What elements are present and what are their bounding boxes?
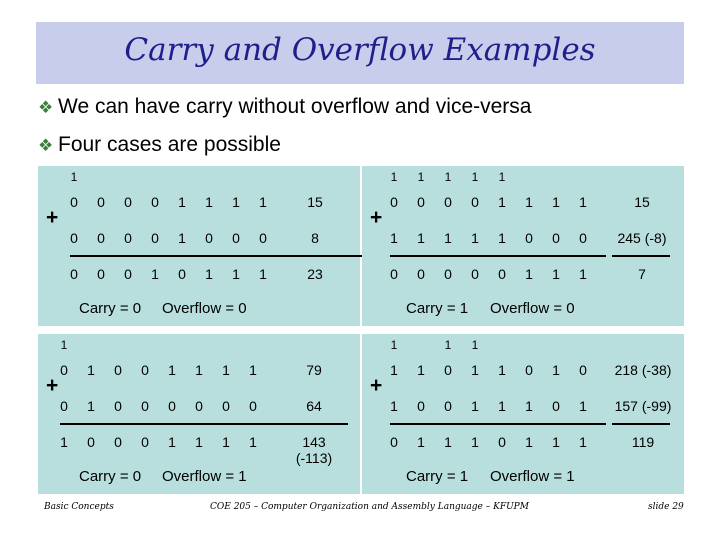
carry-bit: 1 [417,170,425,184]
bit-cell: 0 [525,362,533,378]
bit-cell: 0 [417,398,425,414]
bit-cell: 1 [579,194,587,210]
bit-cell: 0 [124,266,132,282]
plus-sign: + [46,374,59,397]
bit-cell: 0 [390,434,398,450]
bit-cell: 1 [222,434,230,450]
bit-cell: 1 [471,398,479,414]
bit-cell: 1 [471,434,479,450]
bit-cell: 1 [232,194,240,210]
bit-cell: 0 [417,266,425,282]
footer-right: slide 29 [648,502,684,512]
bullet-1 [38,95,531,119]
carry-bit: 1 [390,170,398,184]
bit-cell: 1 [151,266,159,282]
bit-cell: 1 [552,434,560,450]
sum-line [390,423,606,425]
carry-bit: 1 [444,338,452,352]
bit-cell: 0 [114,398,122,414]
bit-cell: 1 [444,230,452,246]
row-value: 23 [307,266,323,282]
bit-cell: 1 [552,362,560,378]
row-value: 119 [631,434,655,450]
bit-cell: 1 [60,434,68,450]
row-value: 64 [306,398,322,414]
bit-cell: 0 [141,362,149,378]
bit-cell: 0 [151,230,159,246]
bit-cell: 0 [70,266,78,282]
bit-cell: 0 [114,362,122,378]
footer-center: COE 205 – Computer Organization and Assembly Language – KFUPM [210,502,529,512]
bit-cell: 1 [178,194,186,210]
bit-cell: 1 [249,434,257,450]
bit-cell: 0 [579,362,587,378]
carry-bit: 1 [444,170,452,184]
row-value: 8 [311,230,319,246]
bit-cell: 0 [141,398,149,414]
bit-cell: 1 [417,434,425,450]
bit-cell: 1 [498,362,506,378]
bit-cell: 0 [444,398,452,414]
row-value: 15 [307,194,323,210]
carry-bit: 1 [471,170,479,184]
bit-cell: 0 [178,266,186,282]
overflow-label: Overflow = 0 [490,300,575,317]
carry-label: Carry = 0 [79,468,142,485]
overflow-label: Overflow = 1 [490,468,575,485]
bit-cell: 1 [552,194,560,210]
bit-cell: 0 [222,398,230,414]
bit-cell: 0 [249,398,257,414]
bit-cell: 1 [205,194,213,210]
row-value: 157 (-99) [614,398,672,414]
bit-cell: 0 [70,194,78,210]
bit-cell: 1 [525,266,533,282]
bit-cell: 0 [97,230,105,246]
plus-sign: + [46,206,59,229]
bit-cell: 1 [471,362,479,378]
row-value: 79 [306,362,322,378]
carry-bit: 1 [60,338,68,352]
bit-cell: 1 [259,194,267,210]
bullet-2 [38,133,281,157]
plus-sign: + [370,374,383,397]
bit-cell: 0 [195,398,203,414]
bit-cell: 1 [579,434,587,450]
bit-cell: 1 [178,230,186,246]
row-value: 143 (-113) [295,434,333,466]
bit-cell: 0 [97,194,105,210]
bit-cell: 1 [417,230,425,246]
carry-bit: 1 [471,338,479,352]
row-value: 245 (-8) [617,230,667,246]
bit-cell: 0 [205,230,213,246]
bit-cell: 0 [498,266,506,282]
row-value: 7 [638,266,646,282]
overflow-label: Overflow = 1 [162,468,247,485]
sum-line [290,255,342,257]
bit-cell: 1 [498,398,506,414]
bit-cell: 0 [124,194,132,210]
carry-label: Carry = 1 [406,468,469,485]
bit-cell: 1 [417,362,425,378]
bit-cell: 1 [87,398,95,414]
bit-cell: 1 [195,434,203,450]
title-bar [36,22,684,84]
sum-line [390,255,606,257]
bit-cell: 1 [390,362,398,378]
bit-cell: 1 [87,362,95,378]
bit-cell: 1 [444,434,452,450]
carry-label: Carry = 1 [406,300,469,317]
bit-cell: 0 [390,266,398,282]
bit-cell: 0 [552,398,560,414]
carry-bit: 1 [498,170,506,184]
bit-cell: 0 [444,194,452,210]
carry-label: Carry = 0 [79,300,142,317]
bit-cell: 0 [259,230,267,246]
bit-cell: 0 [552,230,560,246]
bit-cell: 0 [579,230,587,246]
bit-cell: 0 [87,434,95,450]
bit-cell: 0 [444,362,452,378]
bullet-text: Four cases are possible [58,133,281,156]
bit-cell: 1 [390,398,398,414]
bit-cell: 0 [97,266,105,282]
bit-cell: 1 [232,266,240,282]
sum-line [612,255,670,257]
bit-cell: 0 [444,266,452,282]
sum-line [288,423,342,425]
plus-sign: + [370,206,383,229]
bit-cell: 1 [525,194,533,210]
bit-cell: 1 [525,434,533,450]
bit-cell: 0 [141,434,149,450]
overflow-label: Overflow = 0 [162,300,247,317]
diamond-bullet-icon [38,98,50,118]
bit-cell: 0 [498,434,506,450]
bit-cell: 1 [579,266,587,282]
bit-cell: 0 [60,362,68,378]
carry-bit: 1 [390,338,398,352]
bit-cell: 0 [168,398,176,414]
bit-cell: 1 [222,362,230,378]
bit-cell: 1 [205,266,213,282]
bit-cell: 1 [168,434,176,450]
bit-cell: 0 [70,230,78,246]
bit-cell: 0 [417,194,425,210]
bit-cell: 1 [579,398,587,414]
bit-cell: 1 [390,230,398,246]
bit-cell: 0 [60,398,68,414]
carry-bit: 1 [70,170,78,184]
sum-line [612,423,670,425]
bit-cell: 1 [525,398,533,414]
row-value: 15 [634,194,650,210]
bit-cell: 1 [498,230,506,246]
bit-cell: 0 [471,266,479,282]
bit-cell: 1 [471,230,479,246]
bit-cell: 0 [390,194,398,210]
bit-cell: 0 [114,434,122,450]
bit-cell: 1 [195,362,203,378]
bit-cell: 1 [249,362,257,378]
footer-left: Basic Concepts [44,502,114,512]
bullet-text: We can have carry without overflow and vice-versa [58,95,532,118]
bit-cell: 1 [498,194,506,210]
bit-cell: 0 [124,230,132,246]
slide-title: Carry and Overflow Examples [124,32,596,68]
bit-cell: 0 [471,194,479,210]
row-value: 218 (-38) [614,362,672,378]
bit-cell: 0 [232,230,240,246]
bit-cell: 1 [259,266,267,282]
bit-cell: 1 [168,362,176,378]
bit-cell: 1 [552,266,560,282]
bit-cell: 0 [525,230,533,246]
diamond-bullet-icon [38,136,50,156]
bit-cell: 0 [151,194,159,210]
